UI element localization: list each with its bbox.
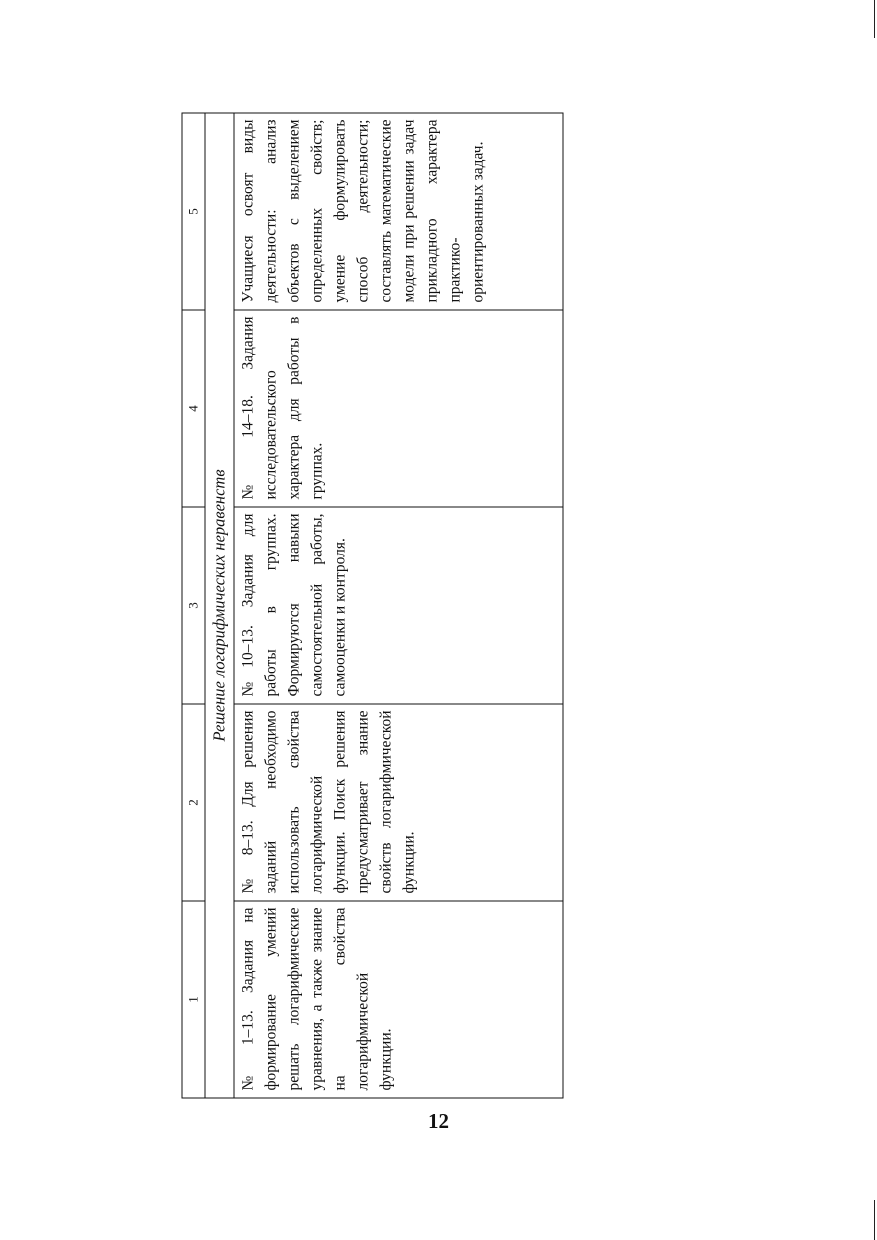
cell-text-2: № 8–13. Для решения заданий необходимо использовать свойства логарифмической функции. Поиск решения предусматривает знание свойств логарифмической функции.: [239, 710, 417, 893]
crop-mark-top: [874, 0, 875, 38]
content-row: [234, 113, 563, 1098]
table-cell-4: [234, 310, 563, 507]
table-cell-2: [234, 704, 563, 901]
section-title: Решение логарифмических неравенств: [205, 113, 234, 1098]
cell-text-4: № 14–18. Задания исследовательского характера для работы в группах.: [239, 316, 325, 499]
column-number-2: 2: [182, 704, 205, 901]
column-number-row: [182, 113, 205, 1098]
table-cell-1: [234, 901, 563, 1098]
table-cell-3: [234, 507, 563, 704]
table-cell-5: [234, 113, 563, 310]
crop-mark-bottom: [874, 1200, 875, 1240]
section-heading-row: [205, 113, 234, 1098]
rotated-table-container: [181, 113, 563, 1098]
column-number-5: 5: [182, 113, 205, 310]
column-number-3: 3: [182, 507, 205, 704]
column-number-1: 1: [182, 901, 205, 1098]
column-number-4: 4: [182, 310, 205, 507]
cell-text-3: №10–13. Задания для работы в группах. Формируются навыки самостоятельной работы, самооценки и контроля.: [239, 513, 348, 696]
methodology-table: [181, 112, 563, 1098]
page-number: 12: [428, 1109, 449, 1133]
cell-text-5: Учащиеся освоят виды деятельности: анализ объектов с выделением определенных свойств; умение формулировать способ деятельности; составлять математические модели при решении задач прикладного характера практико-ориентированных задач.: [239, 119, 486, 302]
cell-text-1: № 1–13. Задания на формирование умений решать логарифмические уравнения, а также знание на свойства логарифмической функции.: [239, 907, 394, 1090]
